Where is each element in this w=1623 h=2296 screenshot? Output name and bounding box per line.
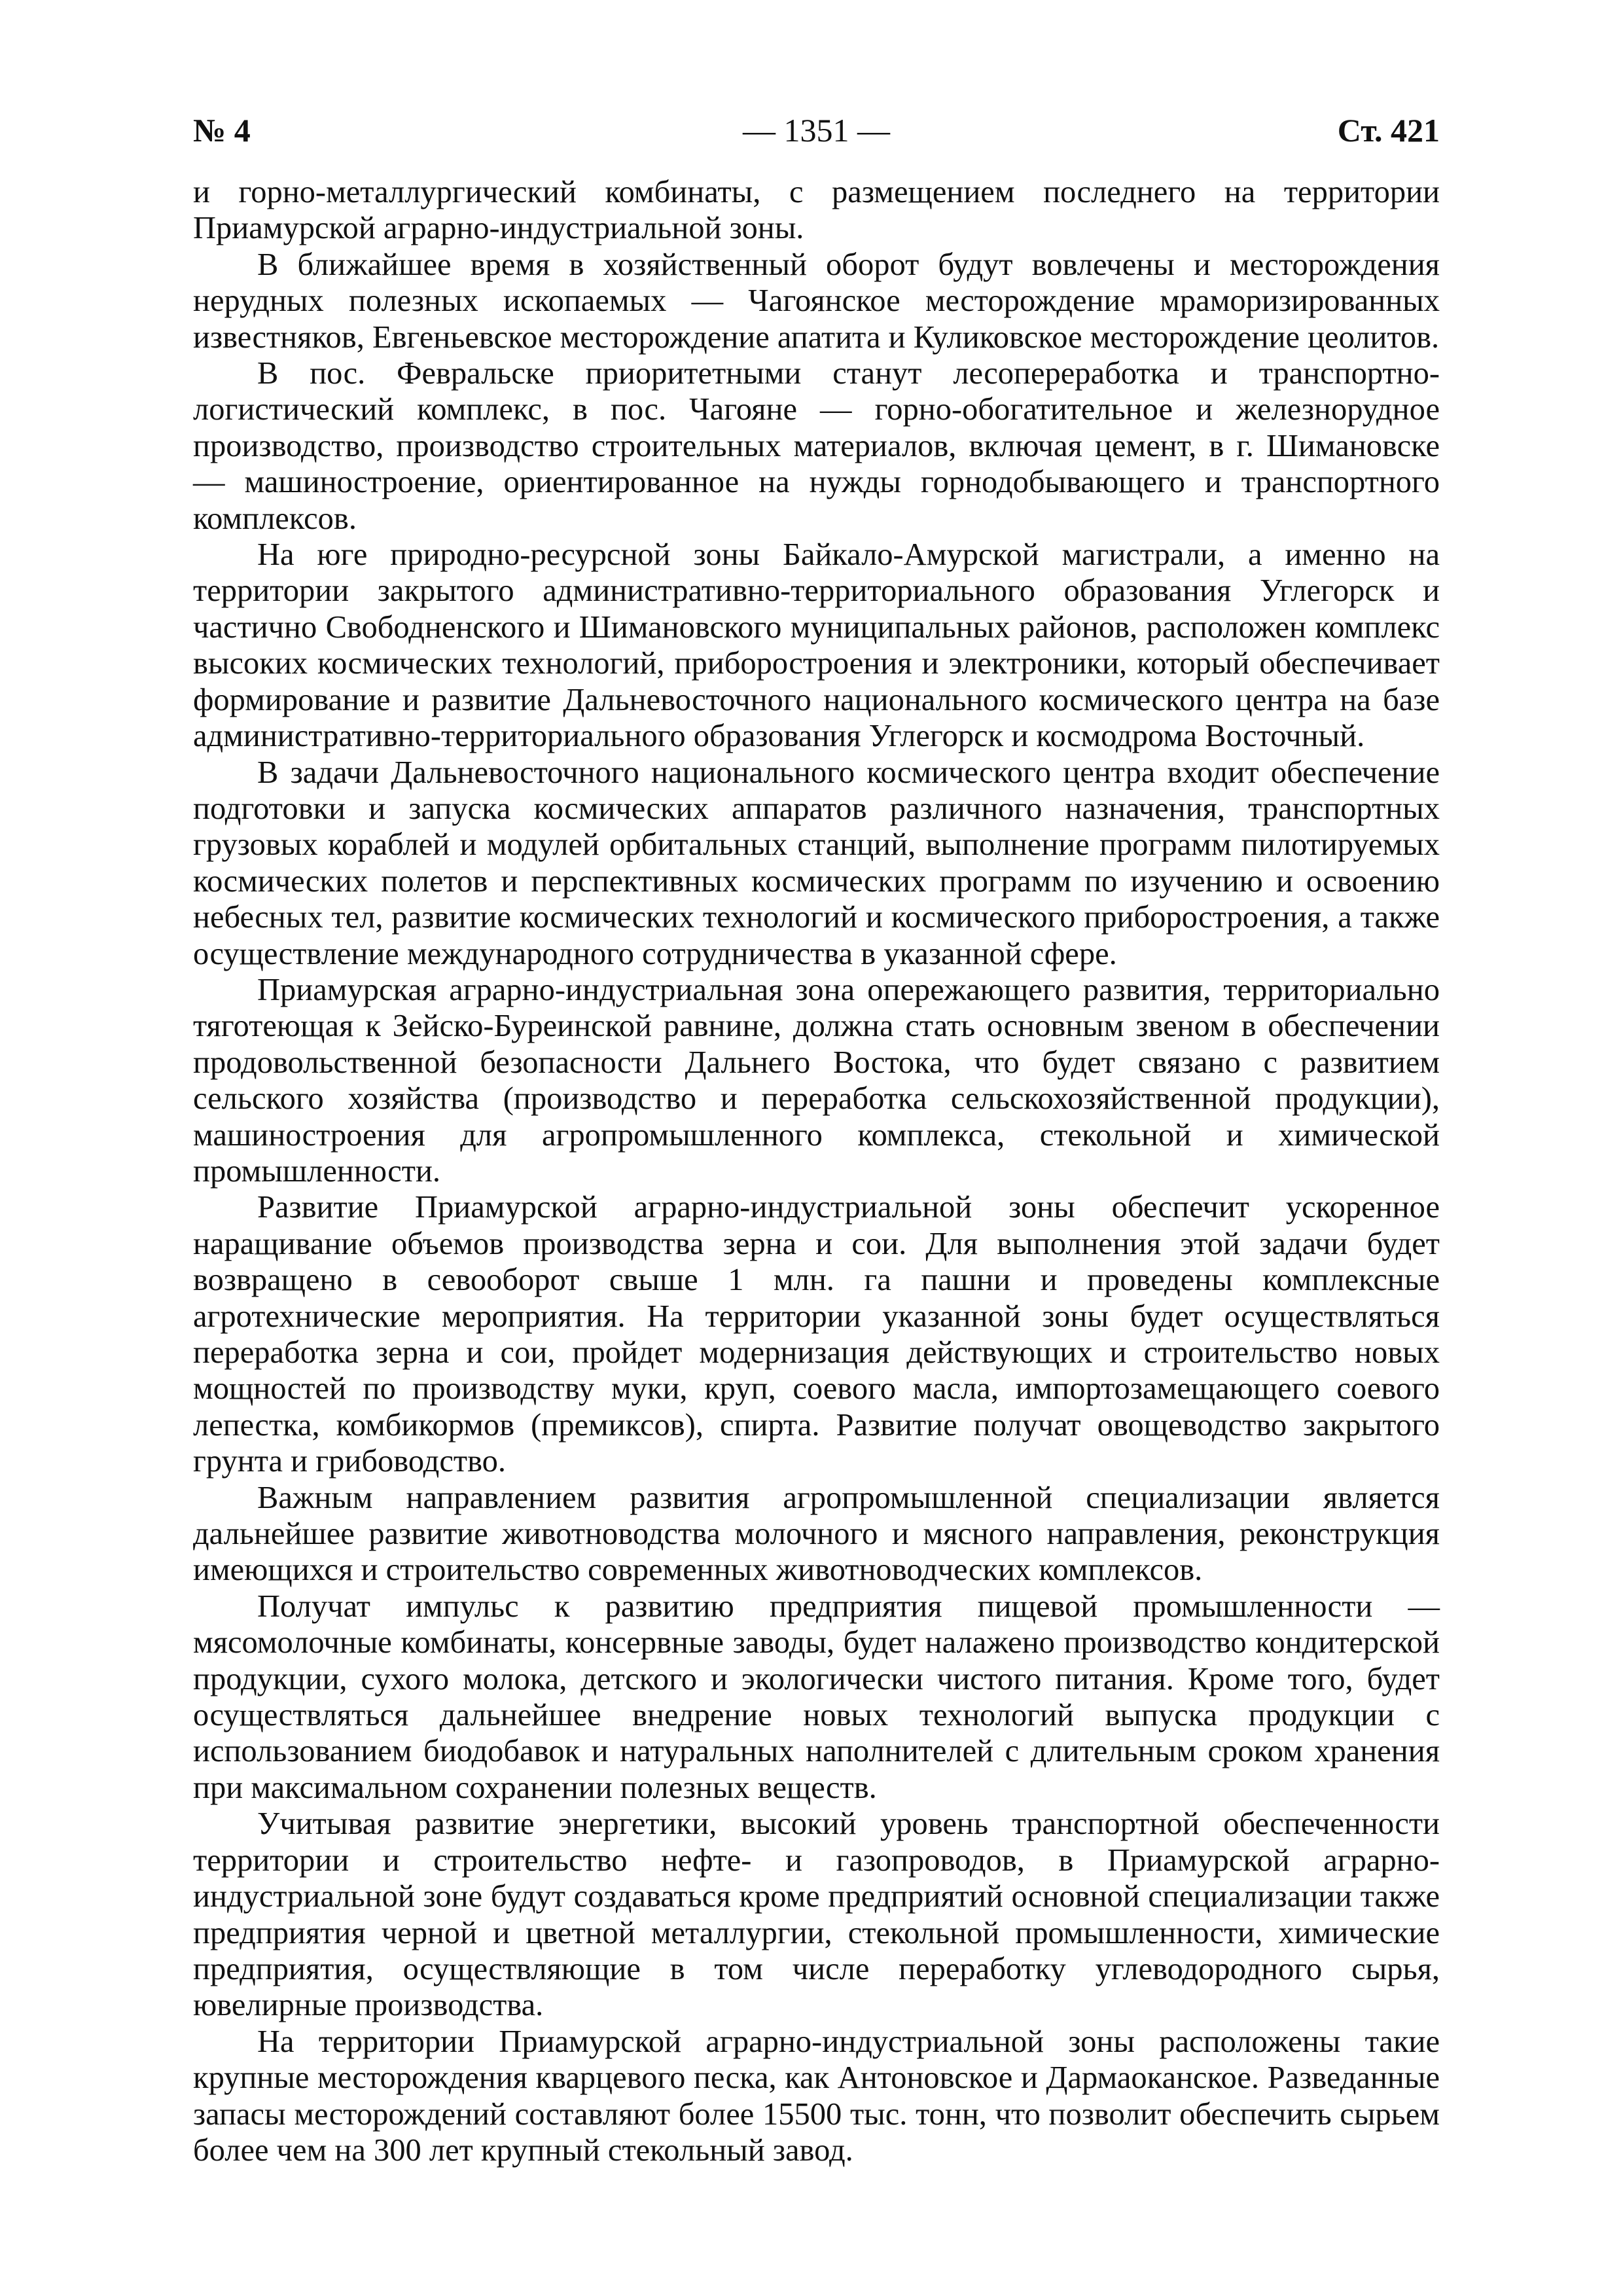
paragraph: Важным направлением развития агропромышленной специализации является дальнейшее развитие животноводства молочного и мясного направления, реконструкция имеющихся и строительство современных животноводческих комплексов. (193, 1480, 1440, 1588)
paragraph: Учитывая развитие энергетики, высокий уровень транспортной обеспеченности территории и строительство нефте- и газопроводов, в Приамурской аграрно-индустриальной зоне будут создаваться кроме предприятий основной специализации также предприятия черной и цветной металлургии, стекольной промышленности, химические предприятия, осуществляющие в том числе переработку углеводородного сырья, ювелирные производства. (193, 1806, 1440, 2023)
paragraph: Получат импульс к развитию предприятия пищевой промышленности — мясомолочные комбинаты, консервные заводы, будет налажено производство кондитерской продукции, сухого молока, детского и экологически чистого питания. Кроме того, будет осуществляться дальнейшее внедрение новых технологий выпуска продукции с использованием биодобавок и натуральных наполнителей с длительным сроком хранения при максимальном сохранении полезных веществ. (193, 1588, 1440, 1805)
issue-number: № 4 (193, 112, 251, 149)
paragraph: В пос. Февральске приоритетными станут лесопереработка и транспортно-логистический комплекс, в пос. Чагояне — горно-обогатительное и железнорудное производство, производство строительных материалов, включая цемент, в г. Шимановске — машиностроение, ориентированное на нужды горнодобывающего и транспортного комплексов. (193, 356, 1440, 536)
document-body (193, 174, 1440, 2168)
paragraph: В ближайшее время в хозяйственный оборот будут вовлечены и месторождения нерудных полезных ископаемых — Чагоянское месторождение мраморизированных известняков, Евгеньевское месторождение апатита и Куликовское месторождение цеолитов. (193, 247, 1440, 355)
paragraph: Приамурская аграрно-индустриальная зона опережающего развития, территориально тяготеющая к Зейско-Буреинской равнине, должна стать основным звеном в обеспечении продовольственной безопасности Дальнего Востока, что будет связано с развитием сельского хозяйства (производство и переработка сельскохозяйственной продукции), машиностроения для агропромышленного комплекса, стекольной и химической промышленности. (193, 972, 1440, 1189)
paragraph: В задачи Дальневосточного национального космического центра входит обеспечение подготовки и запуска космических аппаратов различного назначения, транспортных грузовых кораблей и модулей орбитальных станций, выполнение программ пилотируемых космических полетов и перспективных космических программ по изучению и освоению небесных тел, развитие космических технологий и космического приборостроения, а также осуществление международного сотрудничества в указанной сфере. (193, 755, 1440, 971)
page-header (193, 111, 1440, 157)
paragraph: На юге природно-ресурсной зоны Байкало-Амурской магистрали, а именно на территории закрытого административно-территориального образования Углегорск и частично Свободненского и Шимановского муниципальных районов, расположен комплекс высоких космических технологий, приборостроения и электроники, который обеспечивает формирование и развитие Дальневосточного национального космического центра на базе административно-территориального образования Углегорск и космодрома Восточный. (193, 537, 1440, 754)
paragraph: На территории Приамурской аграрно-индустриальной зоны расположены такие крупные месторождения кварцевого песка, как Антоновское и Дармаоканское. Разведанные запасы месторождений составляют более 15500 тыс. тонн, что позволит обеспечить сырьем более чем на 300 лет крупный стекольный завод. (193, 2024, 1440, 2168)
paragraph-continued: и горно-металлургический комбинаты, с размещением последнего на территории Приамурской аграрно-индустриальной зоны. (193, 175, 1440, 246)
page-number: — 1351 — (743, 112, 890, 149)
paragraph: Развитие Приамурской аграрно-индустриальной зоны обеспечит ускоренное наращивание объемов производства зерна и сои. Для выполнения этой задачи будет возвращено в севооборот свыше 1 млн. га пашни и проведены комплексные агротехнические мероприятия. На территории указанной зоны будет осуществляться переработка зерна и сои, пройдет модернизация действующих и строительство новых мощностей по производству муки, круп, соевого масла, импортозамещающего соевого лепестка, комбикормов (премиксов), спирта. Развитие получат овощеводство закрытого грунта и грибоводство. (193, 1190, 1440, 1479)
article-number: Ст. 421 (1337, 112, 1440, 149)
